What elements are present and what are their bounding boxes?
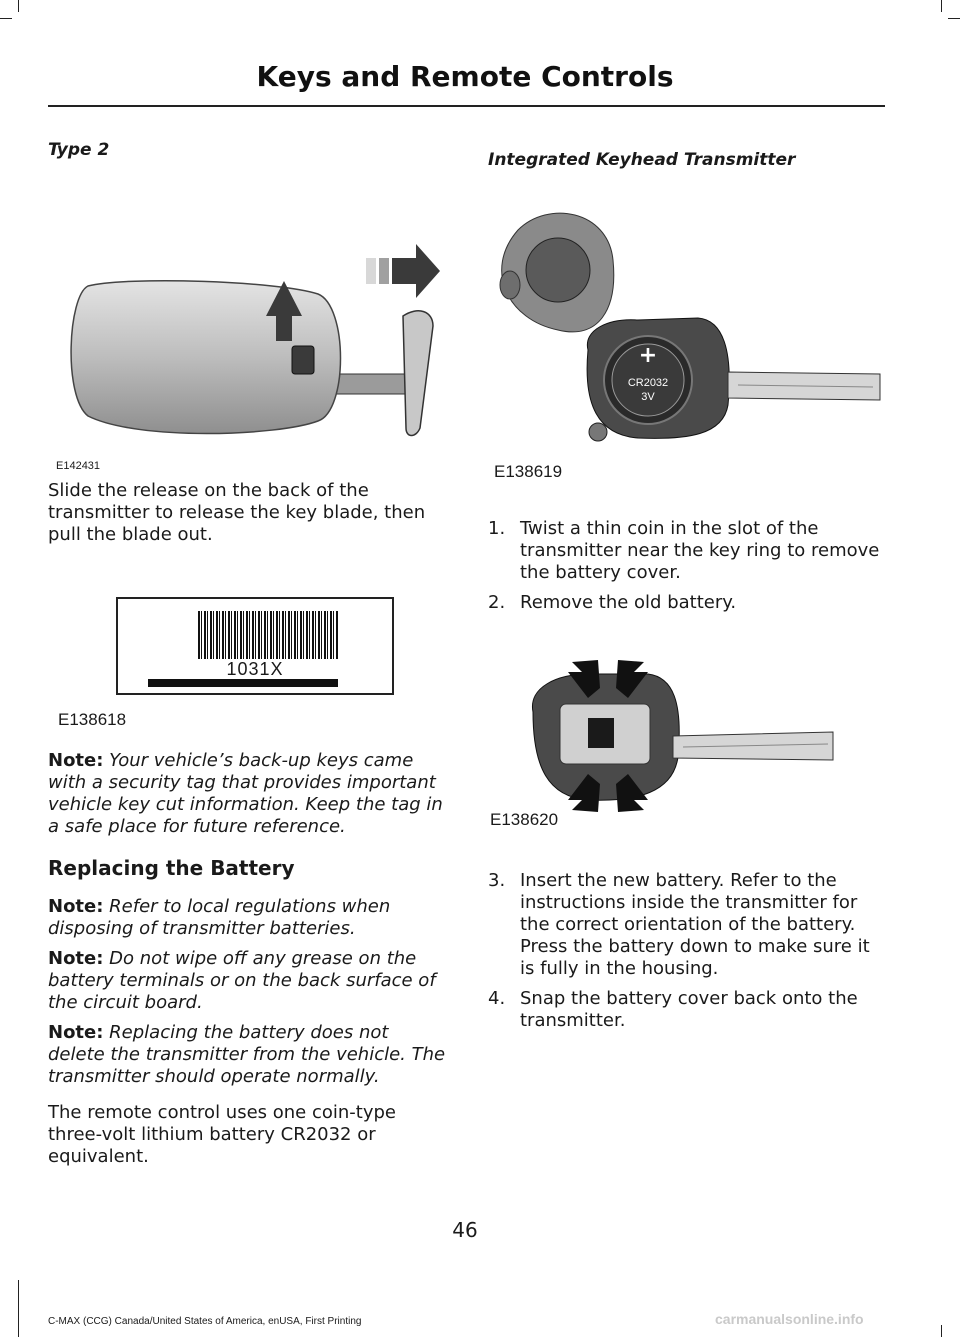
figure-code: E138619	[494, 462, 563, 481]
crop-mark	[0, 18, 12, 19]
step-text: Remove the old battery.	[520, 592, 737, 613]
step-item	[488, 988, 888, 1032]
note-label: Note:	[48, 750, 104, 771]
battery-plus-sign: +	[638, 343, 658, 368]
step-number: 3.	[488, 870, 506, 891]
page-title: Keys and Remote Controls	[256, 60, 674, 93]
note-text: Your vehicle’s back-up keys came with a security tag that provides important vehicle key cut information. Keep the tag in a safe place for future reference.	[48, 750, 443, 837]
tag-bar	[148, 679, 338, 687]
crop-mark	[18, 0, 19, 12]
note-grease	[48, 948, 448, 1014]
step-text: Snap the battery cover back onto the transmitter.	[520, 988, 858, 1031]
figure-code: E138618	[58, 710, 127, 729]
header-divider	[48, 105, 885, 107]
note-text: Refer to local regulations when disposing of transmitter batteries.	[48, 896, 391, 939]
integrated-keyhead-heading: Integrated Keyhead Transmitter	[488, 150, 796, 170]
crop-mark	[941, 1325, 942, 1337]
publication-footer: C-MAX (CCG) Canada/United States of America, enUSA, First Printing	[48, 1316, 362, 1327]
crop-mark	[941, 0, 942, 12]
note-delete	[48, 1022, 448, 1088]
figure-battery-removal	[488, 632, 888, 832]
step-number: 2.	[488, 592, 506, 613]
step-number: 1.	[488, 518, 506, 539]
steps-remove	[488, 518, 888, 614]
figure-security-tag	[48, 562, 448, 732]
note-label: Note:	[48, 948, 104, 969]
note-label: Note:	[48, 1022, 104, 1043]
step-number: 4.	[488, 988, 506, 1009]
figure-code: E138620	[490, 810, 559, 829]
watermark: carmanualsonline.info	[715, 1311, 864, 1327]
note-disposal	[48, 896, 448, 940]
tag-number: 1031X	[226, 659, 284, 679]
type2-heading: Type 2	[48, 140, 110, 160]
steps-insert	[488, 870, 888, 1032]
note-security-tag	[48, 750, 448, 838]
right-column	[488, 140, 888, 1032]
battery-voltage: 3V	[641, 391, 655, 403]
security-tag	[116, 597, 394, 695]
step-text: Twist a thin coin in the slot of the transmitter near the key ring to remove the battery cover.	[520, 518, 880, 583]
step-item	[488, 592, 888, 614]
key-fob-illustration	[48, 166, 448, 456]
keyhead-transmitter-illustration	[488, 190, 888, 470]
crop-mark	[18, 1280, 19, 1337]
battery-removal-illustration	[488, 632, 888, 822]
figure-code: E142431	[56, 460, 101, 472]
step-item	[488, 870, 888, 980]
figure-key-fob	[48, 166, 448, 472]
figure-keyhead-transmitter	[488, 190, 888, 490]
battery-description: The remote control uses one coin-type three-volt lithium battery CR2032 or equivalent.	[48, 1102, 396, 1167]
step-item	[488, 518, 888, 584]
barcode	[198, 611, 338, 659]
left-column	[48, 140, 448, 1168]
note-text: Replacing the battery does not delete the transmitter from the vehicle. The transmitter should operate normally.	[48, 1022, 446, 1087]
battery-model: CR2032	[627, 377, 669, 389]
note-text: Do not wipe off any grease on the battery terminals or on the back surface of the circuit board.	[48, 948, 436, 1013]
page-number: 46	[452, 1218, 478, 1242]
replacing-battery-heading: Replacing the Battery	[48, 856, 295, 880]
crop-mark	[948, 18, 960, 19]
slide-instruction: Slide the release on the back of the transmitter to release the key blade, then pull the blade out.	[48, 480, 426, 545]
note-label: Note:	[48, 896, 104, 917]
step-text: Insert the new battery. Refer to the instructions inside the transmitter for the correct orientation of the battery. Press the battery down to make sure it is fully in the housing.	[520, 870, 870, 979]
